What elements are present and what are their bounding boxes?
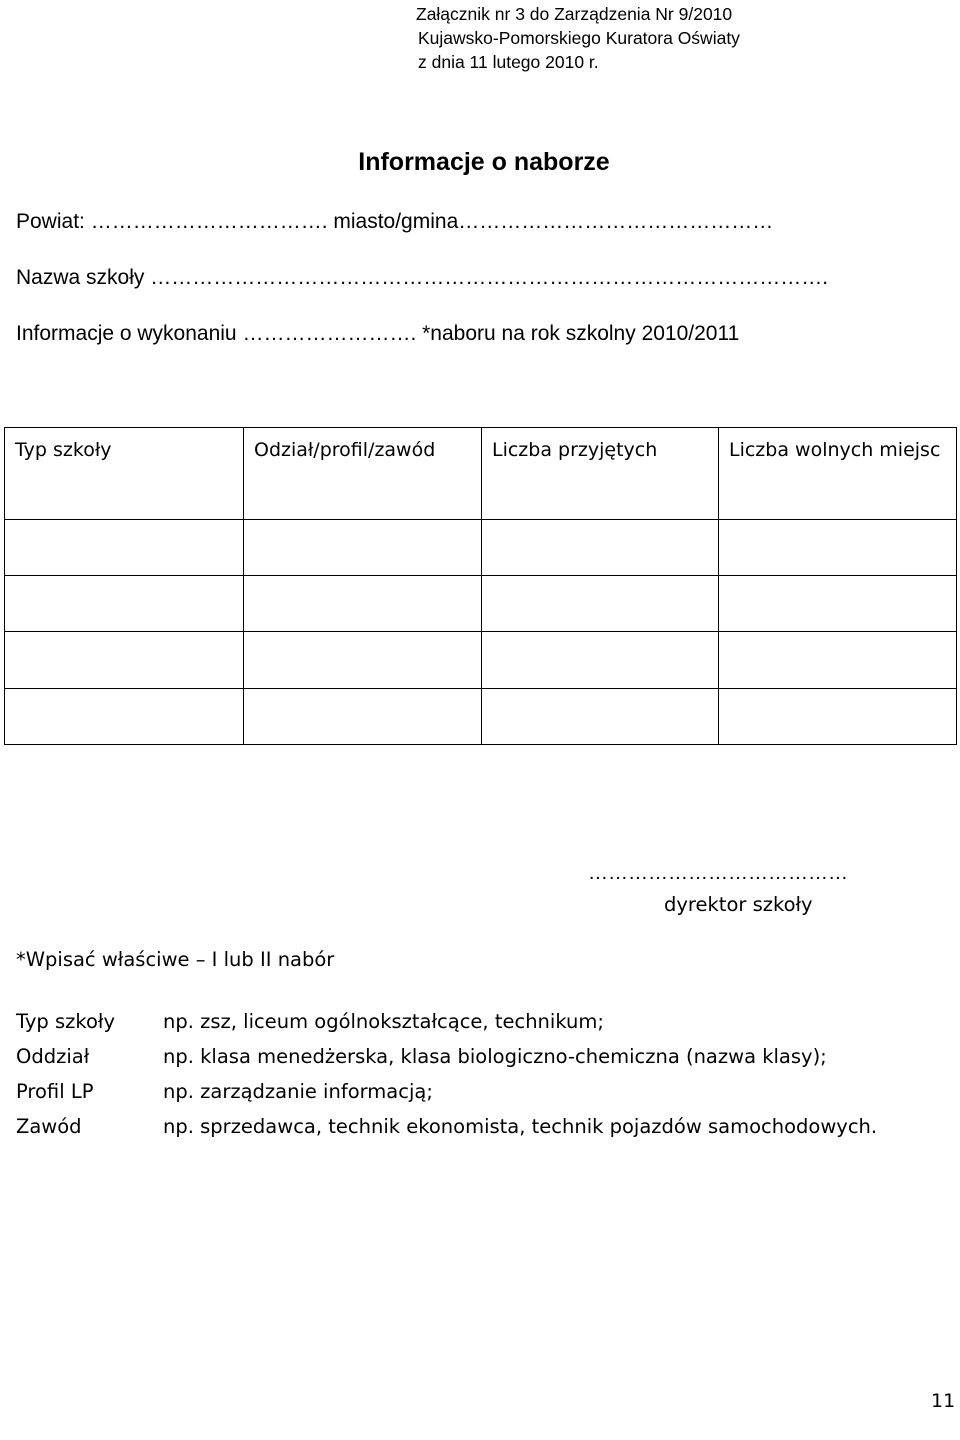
footnote: *Wpisać właściwe – I lub II nabór [16,948,335,971]
admissions-table [4,427,957,745]
legend-description: np. zarządzanie informacją; [163,1080,433,1103]
table-cell[interactable] [244,688,482,744]
header-label: Typ szkoły [15,439,112,461]
table-cell[interactable] [719,688,957,744]
legend-row [16,1109,877,1144]
table-row [5,688,957,744]
table-cell[interactable] [244,632,482,688]
header-cell-free-places [719,428,957,520]
legend-term: Profil LP [16,1080,94,1103]
signature-line: ………………………………… [588,862,848,884]
table-cell[interactable] [5,632,244,688]
table-cell[interactable] [5,688,244,744]
table-cell[interactable] [5,519,244,575]
page-number: 11 [931,1390,956,1412]
header-cell-admitted [482,428,719,520]
legend-row [16,1039,877,1074]
header-label: Liczba przyjętych [492,439,658,461]
legend-description: np. zsz, liceum ogólnokształcące, technikum; [163,1010,604,1033]
table-cell[interactable] [719,575,957,631]
table-cell[interactable] [244,519,482,575]
legend-row [16,1074,877,1109]
school-name-field: Nazwa szkoły ……………………………………………………………………………………. [16,266,829,289]
header-cell-school-type [5,428,244,520]
table-cell[interactable] [482,519,719,575]
legend-description: np. klasa menedżerska, klasa biologiczno-chemiczna (nazwa klasy); [163,1045,827,1068]
signature-label: dyrektor szkoły [664,893,813,916]
legend-term: Oddział [16,1045,90,1068]
execution-info-field: Informacje o wykonaniu ……………………. *naboru na rok szkolny 2010/2011 [16,322,740,345]
table-cell[interactable] [482,632,719,688]
attachment-reference-line-1: Załącznik nr 3 do Zarządzenia Nr 9/2010 [416,4,733,24]
header-label: Odział/profil/zawód [254,439,436,461]
attachment-reference-line-2: Kujawsko-Pomorskiego Kuratora Oświaty [418,28,740,48]
powiat-field: Powiat: ……………………………. miasto/gmina……………………………………… [16,210,774,233]
header-cell-class-profile [244,428,482,520]
table-cell[interactable] [5,575,244,631]
legend-term: Zawód [16,1115,82,1138]
attachment-reference-line-3: z dnia 11 lutego 2010 r. [418,52,599,72]
legend [16,1004,877,1144]
table-row [5,632,957,688]
page-title: Informacje o naborze [358,148,610,176]
table-cell[interactable] [719,519,957,575]
table-cell[interactable] [482,575,719,631]
table-cell[interactable] [719,632,957,688]
legend-description: np. sprzedawca, technik ekonomista, technik pojazdów samochodowych. [163,1115,878,1138]
table-header-row [5,428,957,520]
table-cell[interactable] [482,688,719,744]
legend-term: Typ szkoły [16,1010,115,1033]
table-row [5,575,957,631]
header-label: Liczba wolnych miejsc [729,439,941,461]
legend-row [16,1004,877,1039]
table-row [5,519,957,575]
table-cell[interactable] [244,575,482,631]
